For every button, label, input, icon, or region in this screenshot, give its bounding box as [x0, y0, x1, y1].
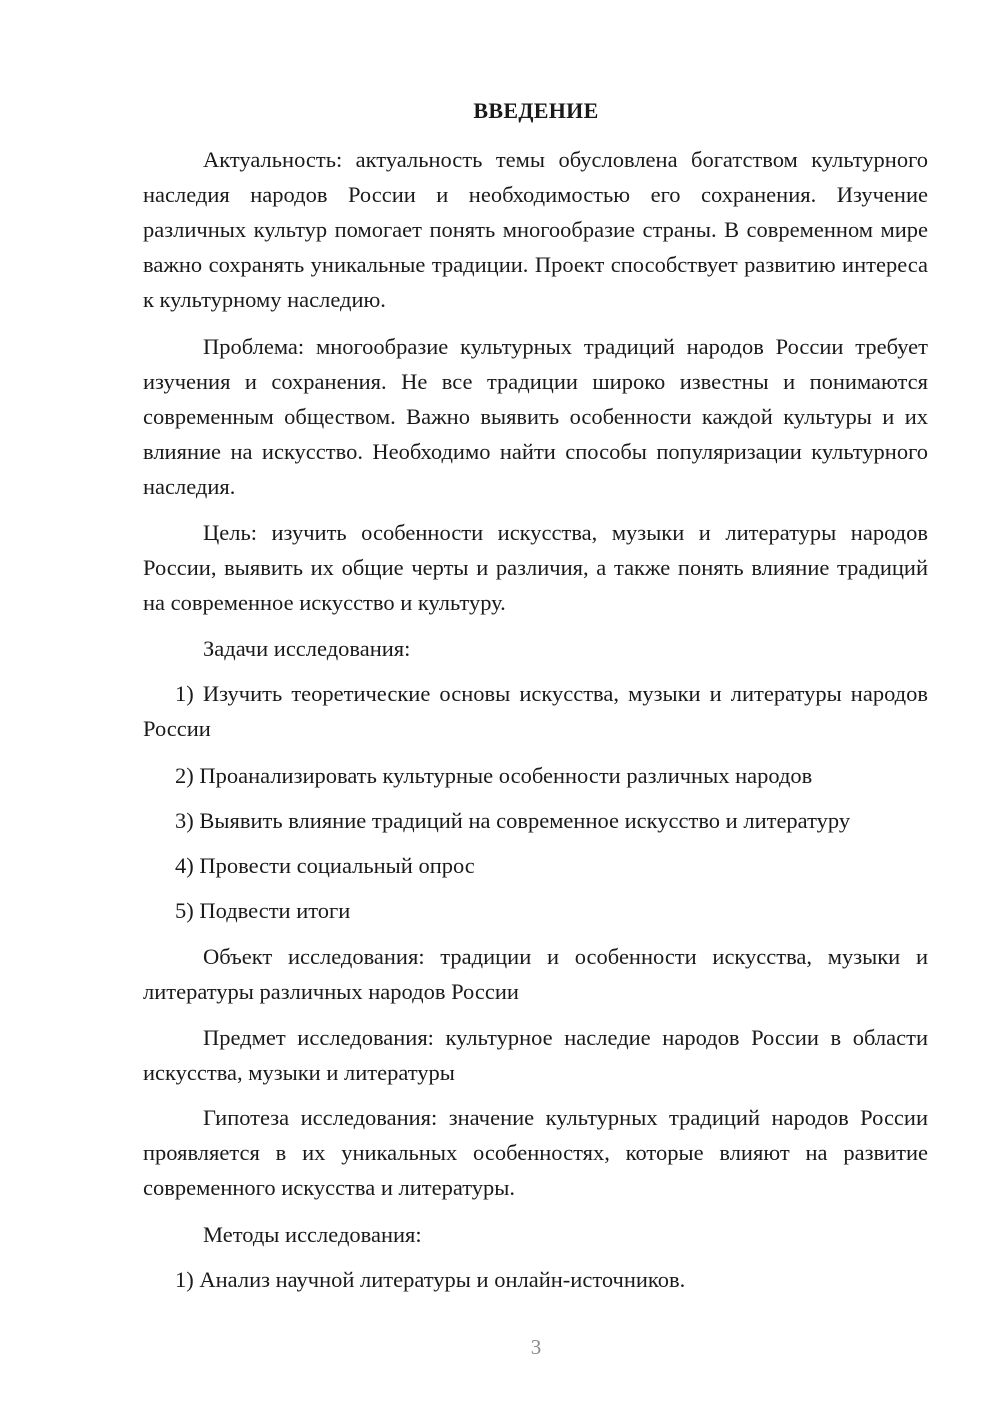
task-item: 2) Проанализировать культурные особенности различных народов — [175, 763, 813, 788]
problem-paragraph: Проблема: многообразие культурных традиций народов России требует изучения и сохранения. Не все традиции широко известны и понимаются современным обществом. Важно выявить особенности каждой культуры и их влияние на искусство. Необходимо найти способы популяризации культурного наследия. — [143, 334, 928, 499]
goal-paragraph: Цель: изучить особенности искусства, музыки и литературы народов России, выявить их общие черты и различия, а также понять влияние традиций на современное искусство и культуру. — [143, 520, 928, 615]
page-number: 3 — [530, 1335, 542, 1359]
object-paragraph: Объект исследования: традиции и особенности искусства, музыки и литературы различных народов России — [143, 944, 928, 1004]
subject-paragraph: Предмет исследования: культурное наследие народов России в области искусства, музыки и литературы — [143, 1025, 928, 1085]
task-item: 5) Подвести итоги — [175, 898, 351, 923]
task-item: 4) Провести социальный опрос — [175, 853, 475, 878]
task-item: 3) Выявить влияние традиций на современное искусство и литературу — [175, 808, 851, 833]
task-item: 1) Изучить теоретические основы искусства, музыки и литературы народов России — [143, 681, 928, 741]
page-title: ВВЕДЕНИЕ — [473, 98, 599, 123]
relevance-paragraph: Актуальность: актуальность темы обусловлена богатством культурного наследия народов России и необходимостью его сохранения. Изучение различных культур помогает понять многообразие страны. В современном мире важно сохранять уникальные традиции. Проект способствует развитию интереса к культурному наследию. — [143, 147, 928, 312]
tasks-title: Задачи исследования: — [203, 636, 411, 661]
hypothesis-paragraph: Гипотеза исследования: значение культурных традиций народов России проявляется в их уникальных особенностях, которые влияют на развитие современного искусства и литературы. — [143, 1105, 928, 1200]
method-item: 1) Анализ научной литературы и онлайн-источников. — [175, 1267, 686, 1292]
methods-title: Методы исследования: — [203, 1222, 422, 1247]
